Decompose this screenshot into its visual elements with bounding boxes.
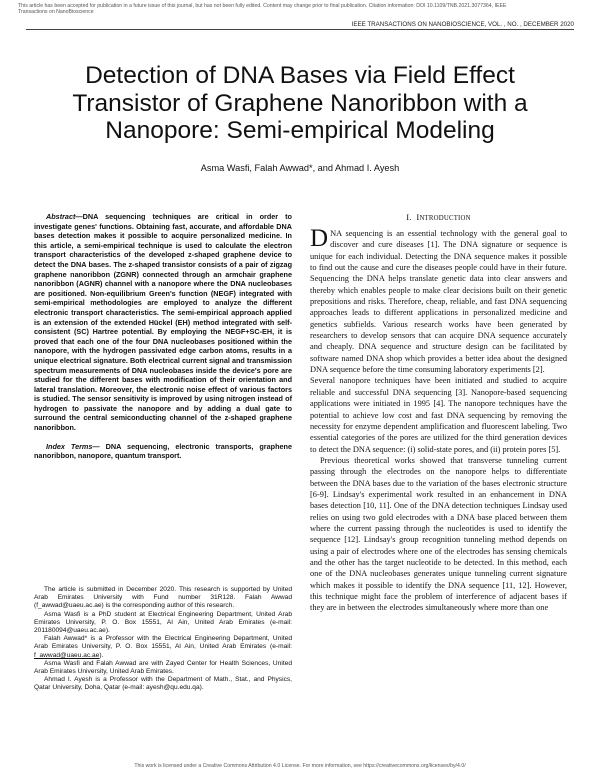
- left-column: [34, 212, 292, 461]
- footnote-affiliation: Asma Wasfi and Falah Awwad are with Zayed Center for Health Sciences, United Arab Emirates University, United Arab Emirates.: [34, 659, 292, 676]
- abstract-text: DNA sequencing techniques are critical in order to investigate genes' functions. Obtaining fast, accurate, and affordable DNA bases detection makes it possible to acquire personalized medicine. In this article, a semi-empirical technique is used to calculate the electron transport characteristics of the developed z-shaped graphene device to detect the DNA bases. The z-shaped transistor consists of a pair of zigzag graphene nanoribbon (ZGNR) connected through an armchair graphene nanoribbon (AGNR) channel with a nanopore where the DNA nucleobases are positioned. Non-equilibrium Green's function (NEGF) integrated with semi-empirical methodologies are employed to analyze the different electronic transport characteristics. The semi-empirical approach applied is an extension of the extended Hückel (EH) method integrated with self-consistent (SC) Hartree potential. By employing the NEGF+SC-EH, it is proved that each one of the four DNA nucleobases positioned within the nanopore, with the hydrogen passivated edge carbon atoms, results in a unique electrical signature. Both electrical current signal and transmission spectrum measurements of DNA nucleobases inside the device's pore are studied for the different bases with modification of their orientation and lateral translation. Moreover, the electronic noise effect of various factors is studied. The sensor sensitivity is improved by using nitrogen instead of hydrogen to passivate the nanopore and by adding a dual gate to surround the central semiconducting channel of the z-shaped graphene nanoribbon.: [34, 212, 292, 433]
- section-numeral: I.: [406, 212, 412, 222]
- index-terms-text: DNA sequencing, electronic transports, graphene nanoribbon, nanopore, quantum transport.: [34, 441, 293, 461]
- intro-paragraph-3: Previous theoretical works showed that transverse tunneling current passing through the electrodes on the nanopore helps to differentiate between the DNA bases due to the variation of the bases electronic structure [6-9]. Lindsay's experimental work resulted in an enhancement in DNA bases detection [10, 11]. One of the DNA detection techniques Lindsay used relies on using two gold electrodes with a DNA base placed between them where the current passing through the nucleotides is used to identify the sequence [12]. Lindsay's group recognition tunneling method depends on using a pair of electrodes where one of the electrodes has sensing chemicals and the other has the target nucleotide to be detected. In this method, each one of the DNA nucleobases generates unique tunneling current signature which makes it possible to identify the DNA sequence [11, 12]. However, this technique might face the problem of interference of adjacent bases if they are in between the electrodes simultaneously where more than one: [310, 455, 567, 613]
- author-footnotes: [34, 586, 292, 693]
- corresponding-email-link[interactable]: f_awwad@uaeu.ac.ae: [34, 651, 100, 659]
- author-list: Asma Wasfi, Falah Awwad*, and Ahmad I. Ayesh: [200, 163, 400, 173]
- footnote-author-2-text: Falah Awwad* is a Professor with the Electrical Engineering Department, United Arab Emirates University, P. O. Box 15551, Al Ain, United Arab Emirates (e-mail:: [34, 635, 292, 651]
- section-heading-introduction: [310, 212, 567, 222]
- intro-paragraph-1-text: NA sequencing is an essential technology with the general goal to discover and cure diseases [1]. The DNA signature or sequence is unique for each individual. Detecting the DNA sequence makes it possible to find out the cause and cure the diseases people could have in their future. Sequencing the DNA helps translate genetic data into clear answers and thereby which enables people to make clear decisions built on their genetic prepositions and risks. Therefore, cheap, reliable, and fast DNA sequencing approaches leads to different applications in personalized medicine and genetics subfields. Various research works have been generated by researchers to develop sensors that can acquire DNA sequence accurately and cheaply. DNA sequence and structure design can be facilitated by software named DNA shop which provides a better idea about the designed DNA sequence before the time consuming laboratory experiments [2].: [310, 229, 567, 375]
- index-terms: Index Terms— DNA sequencing, electronic transports, graphene nanoribbon, nanopore, quantum transport.: [34, 441, 293, 461]
- footnote-author-2: [34, 635, 292, 660]
- section-title-initial: I: [416, 212, 420, 222]
- abstract-label: Abstract: [46, 212, 76, 221]
- publication-notice: [18, 3, 584, 15]
- right-column: [310, 212, 567, 614]
- footnote-author-3: Ahmad I. Ayesh is a Professor with the Department of Math., Stat., and Physics, Qatar University, Doha, Qatar (e-mail: ayesh@qu.edu.qa).: [34, 676, 292, 692]
- drop-cap: D: [310, 225, 329, 252]
- publication-notice-line1: This article has been accepted for publication in a future issue of this journal, but has not been fully edited. Content may change prior to final publication. Citation information: DOI 10.1109/TNB.2021.3077364, IEEE: [18, 3, 507, 9]
- intro-paragraph-1: [310, 225, 567, 375]
- footnote-author-2-close: ).: [99, 651, 104, 659]
- publication-notice-line2: Transactions on NanoBioscience: [18, 9, 94, 16]
- running-header: IEEE TRANSACTIONS ON NANOBIOSCIENCE, VOL. , NO. , DECEMBER 2020: [351, 21, 574, 28]
- section-title-rest: NTRODUCTION: [419, 215, 471, 222]
- index-terms-label: Index Terms: [46, 441, 93, 451]
- license-notice: This work is licensed under a Creative Commons Attribution 4.0 License. For more information, see https://creativecommons.org/licenses/by/4.0/: [134, 763, 466, 769]
- footnote-author-1: Asma Wasfi is a PhD student at Electrical Engineering Department, United Arab Emirates University, P. O. Box 15551, Al Ain, United Arab Emirates (e-mail: 201180094@uaeu.ac.ae).: [34, 610, 292, 635]
- header-divider: [26, 29, 574, 30]
- paper-title: Detection of DNA Bases via Field Effect Transistor of Graphene Nanoribbon with a Nanopore: Semi-empirical Modeling: [72, 62, 528, 144]
- footnote-funding: The article is submitted in December 2020. This research is supported by United Arab Emirates University with Fund number 31R128. Falah Awwad (f_awwad@uaeu.ac.ae) is the corresponding author of this research.: [34, 586, 292, 610]
- abstract: Abstract—DNA sequencing techniques are critical in order to investigate genes' functions. Obtaining fast, accurate, and affordable DNA bases detection makes it possible to acquire personalized medicine. In this article, a semi-empirical technique is used to calculate the electron transport characteristics of the developed z-shaped graphene device to detect the DNA bases. The z-shaped transistor consists of a pair of zigzag graphene nanoribbon (ZGNR) connected through an armchair graphene nanoribbon (AGNR) channel with a nanopore where the DNA nucleobases are positioned. Non-equilibrium Green's function (NEGF) integrated with semi-empirical methodologies are employed to analyze the different electronic transport characteristics. The semi-empirical approach applied is an extension of the extended Hückel (EH) method integrated with self-consistent (SC) Hartree potential. By employing the NEGF+SC-EH, it is proved that each one of the four DNA nucleobases positioned within the nanopore, with the hydrogen passivated edge carbon atoms, results in a unique electrical signature. Both electrical current signal and transmission spectrum measurements of DNA nucleobases inside the device's pore are studied for the different bases with modification of their orientation and lateral translation. Moreover, the electronic noise effect of various factors is studied. The sensor sensitivity is improved by using nitrogen instead of hydrogen to passivate the nanopore and by adding a dual gate to surround the central semiconducting channel of the z-shaped graphene nanoribbon.: [34, 212, 292, 433]
- intro-paragraph-2: Several nanopore techniques have been initiated and studied to acquire reliable and successful DNA sequencing [3]. Nanopore-based sequencing applications were initiated in 1995 [4]. The nanopore techniques have the potential to achieve low cost and fast DNA sequencing by removing the necessity for enzyme dependent amplification and fluorescent labeling. Two essential categories of the pores are utilized for the third generation devices to detect the DNA sequence: (i) solid-state pores, and (ii) protein pores [5].: [310, 376, 567, 454]
